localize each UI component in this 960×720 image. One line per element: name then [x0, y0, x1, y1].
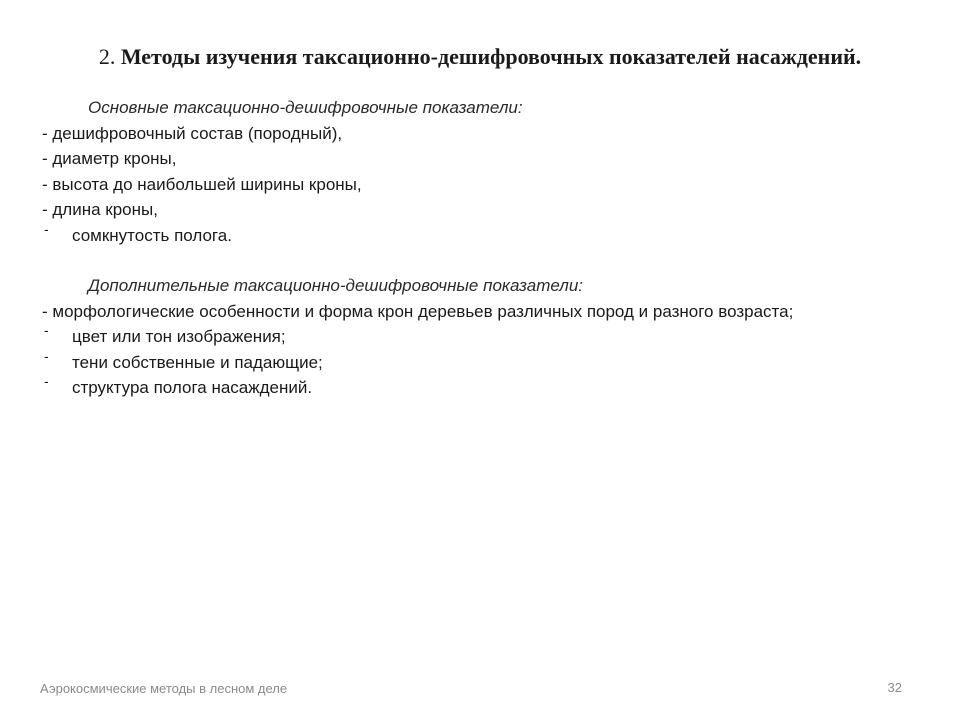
slide-body	[42, 95, 930, 401]
basic-item-height-to-widest: - высота до наибольшей ширины кроны,	[42, 174, 362, 194]
bullet-mark: -	[44, 322, 49, 338]
basic-item-crown-diameter: - диаметр кроны,	[42, 149, 177, 168]
additional-item-shadows-text: тени собственные и падающие;	[72, 352, 323, 372]
basic-item-composition: - дешифровочный состав (породный),	[42, 123, 343, 143]
additional-item-color-tone-text: цвет или тон изображения;	[72, 327, 286, 346]
basic-item-crown-length: - длина кроны,	[42, 200, 158, 219]
additional-item-morphology: - морфологические особенности и форма крон деревьев различных пород и разного возраста;	[42, 301, 794, 321]
additional-indicators-heading: Дополнительные таксационно-дешифровочные показатели:	[88, 276, 584, 295]
bullet-mark: -	[44, 347, 49, 364]
title-text: Методы изучения таксационно-дешифровочных показателей насаждений.	[120, 44, 862, 69]
additional-item-canopy-structure	[42, 375, 930, 401]
bullet-mark: -	[44, 220, 49, 237]
basic-item-canopy-closure	[42, 220, 930, 249]
bullet-mark: -	[44, 373, 49, 389]
basic-indicators-heading: Основные таксационно-дешифровочные показатели:	[88, 98, 523, 117]
slide-title	[30, 42, 930, 72]
additional-item-shadows	[42, 347, 930, 376]
title-number: 2.	[98, 44, 116, 69]
page-number: 32	[887, 680, 902, 695]
footer-course-title: Аэрокосмические методы в лесном деле	[40, 681, 288, 696]
additional-item-canopy-structure-text: структура полога насаждений.	[72, 378, 313, 397]
section-gap	[42, 248, 930, 273]
additional-item-color-tone	[42, 324, 930, 350]
basic-item-canopy-closure-text: сомкнутость полога.	[72, 225, 232, 245]
